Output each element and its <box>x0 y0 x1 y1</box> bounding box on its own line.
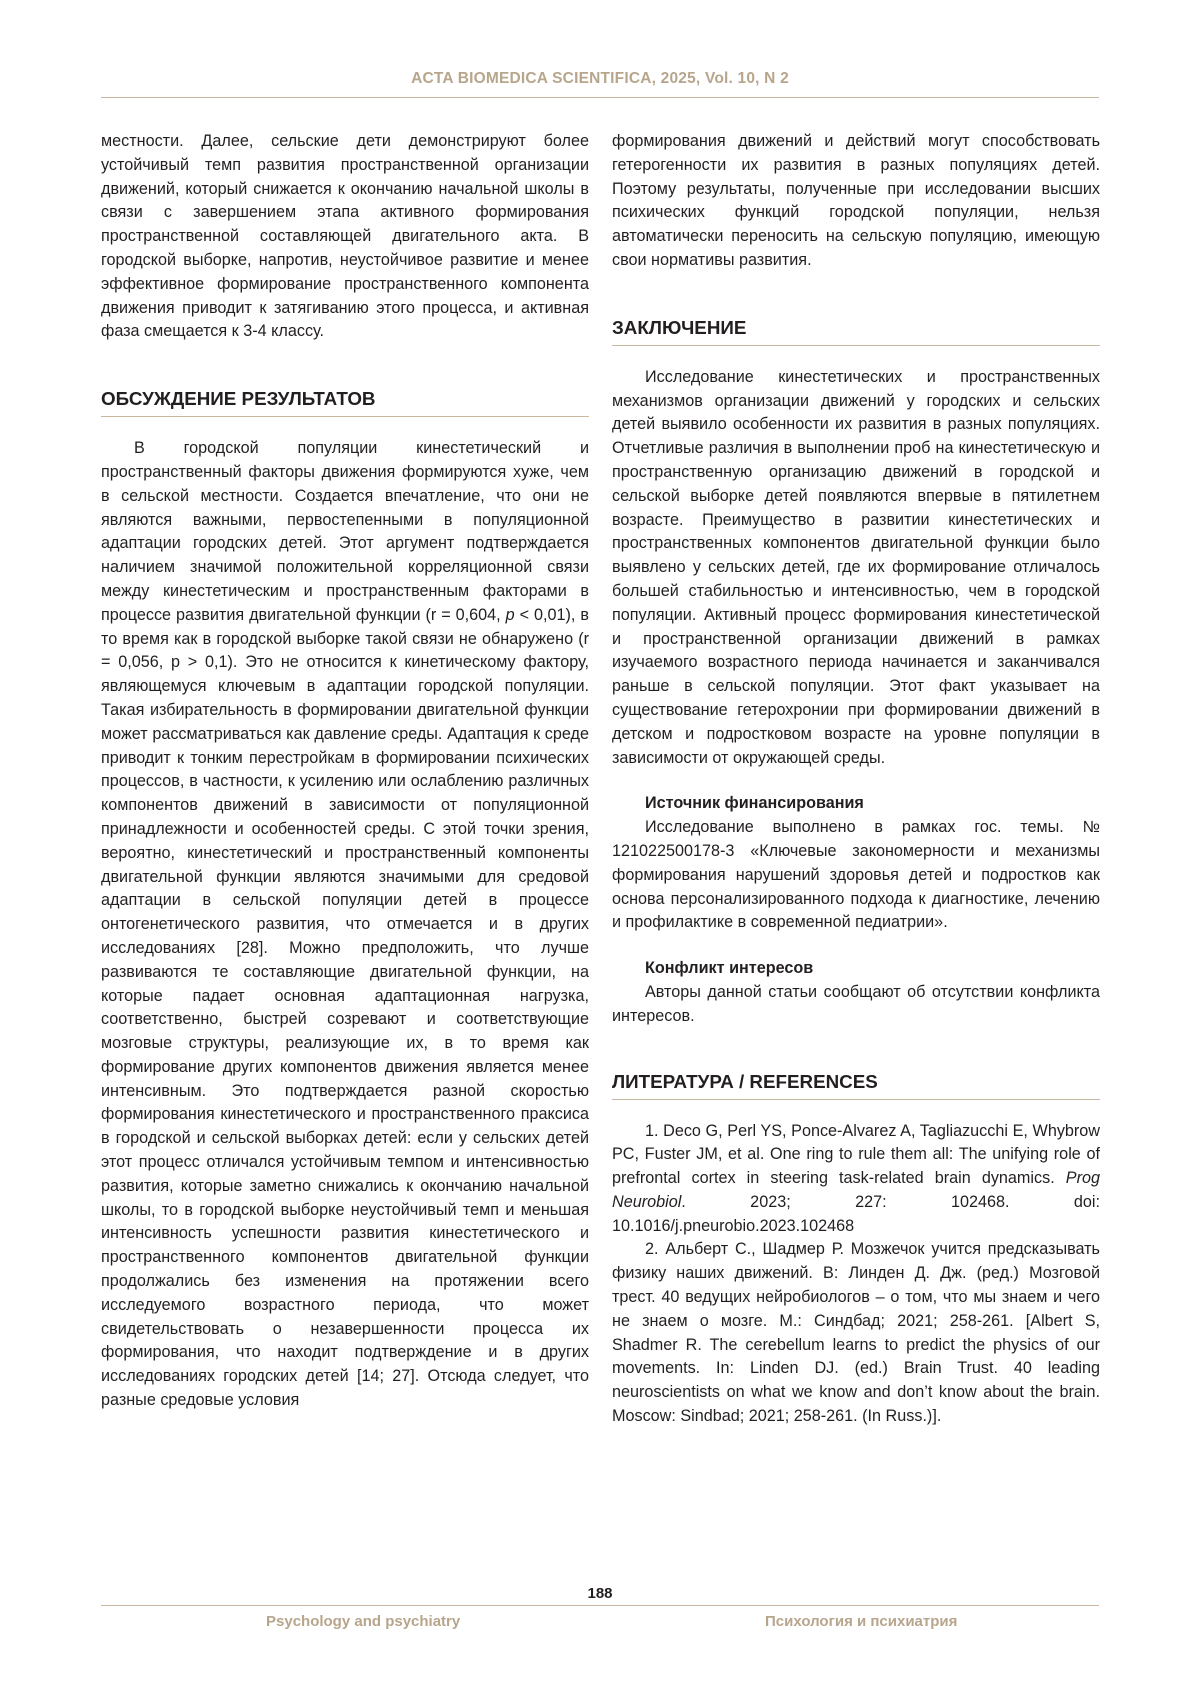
reference-item <box>612 1120 1100 1239</box>
ref1-tail: . 2023; 227: 102468. doi: 10.1016/j.pneurobio.2023.102468 <box>612 1192 1100 1235</box>
discussion-heading: ОБСУЖДЕНИЕ РЕЗУЛЬТАТОВ <box>101 386 589 417</box>
footer-section-ru: Психология и психиатрия <box>765 1613 958 1630</box>
page-number: 188 <box>587 1585 613 1602</box>
funding-paragraph: Исследование выполнено в рамках гос. темы. № 121022500178-3 «Ключевые закономерности и механизмы формирования нарушений здоровья детей и подростков как основа персонализированного подхода к диагностике, лечению и профилактике в современной педиатрии». <box>612 818 1100 932</box>
p-value-symbol: p <box>505 605 515 624</box>
conflict-heading: Конфликт интересов <box>645 959 814 978</box>
funding-heading: Источник финансирования <box>645 794 864 813</box>
references-heading: ЛИТЕРАТУРА / REFERENCES <box>612 1069 1100 1100</box>
conclusion-heading: ЗАКЛЮЧЕНИЕ <box>612 315 1100 346</box>
reference-item: 2. Альберт С., Шадмер Р. Мозжечок учится предсказывать физику наших движений. В: Линден Д. Дж. (ред.) Мозговой трест. 40 ведущих нейробиологов – о том, что мы знаем и чего не знаем о мозге. М.: Синдбад; 2021; 258-261. [Albert S, Shadmer R. The cerebellum learns to predict the physics of our movements. In: Linden DJ. (ed.) Brain Trust. 40 leading neuroscientists on what we know and don’t know about the brain. Moscow: Sindbad; 2021; 258-261. (In Russ.)]. <box>612 1240 1100 1426</box>
footer-section-en: Psychology and psychiatry <box>266 1613 461 1630</box>
ref1-text: 1. Deco G, Perl YS, Ponce-Alvarez A, Tagliazucchi E, Whybrow PC, Fuster JM, et al. One ring to rule them all: The unifying role of prefrontal cortex in steering task-related brain dynamics. <box>612 1121 1100 1188</box>
left-column <box>101 130 589 1413</box>
continuation-paragraph: формирования движений и действий могут способствовать гетерогенности их развития в разных популяциях детей. Поэтому результаты, полученные при исследовании высших психических функций городской популяции, нельзя автоматически переносить на сельскую популяцию, имеющую свои нормативы развития. <box>612 132 1100 269</box>
right-column <box>612 130 1100 1429</box>
discussion-paragraph <box>101 437 589 1413</box>
intro-paragraph: местности. Далее, сельские дети демонстрируют более устойчивый темп развития пространственной организации движений, который снижается к окончанию начальной школы в связи с завершением этапа активного формирования пространственной составляющей двигательного акта. В городской выборке, напротив, неустойчивое развитие и менее эффективное формирование пространственного компонента движения приводит к затягиванию этого процесса, и активная фаза смещается к 3-4 классу. <box>101 132 589 341</box>
conflict-paragraph: Авторы данной статьи сообщают об отсутствии конфликта интересов. <box>612 982 1100 1025</box>
header-divider <box>101 97 1099 98</box>
discussion-text-part2: < 0,01), в то время как в городской выборке такой связи не обнаружено (r = 0,056, p > 0,1). Это не относится к кинетическому фактору, являющемуся ключевым в адаптации городской популяции. Такая избирательность в формировании двигательной функции может рассматриваться как давление среды. Адаптация к среде приводит к тонким перестройкам в формировании психических процессов, в частности, к усилению или ослаблению различных компонентов движений в зависимости от популяционной принадлежности и особенностей среды. С этой точки зрения, вероятно, кинестетический и пространственный компоненты двигательной функции являются значимыми для средовой адаптации в сельской популяции детей в процессе онтогенетического развития, что отмечается и в других исследованиях [28]. Можно предположить, что лучше развиваются те составляющие двигательной функции, на которые падает основная адаптационная нагрузка, соответственно, быстрей созревают и соответствующие мозговые структуры, реализующие их, в то время как формирование других компонентов движения является менее интенсивным. Это подтверждается разной скоростью формирования кинестетического и пространственного праксиса в городской и сельской выборках детей: если у сельских детей этот процесс отличался устойчивым темпом и интенсивностью развития, которые заметно снижались к окончанию начальной школы, то в городской выборке неустойчивый темп и меньшая интенсивность успешности развития кинестетического и пространственного компонентов двигательной функции продолжались без изменения на протяжении всего исследуемого возрастного периода, что может свидетельствовать о незавершенности процесса их формирования, что находит подтверждение и в других исследованиях городских детей [14; 27]. Отсюда следует, что разные средовые условия <box>101 605 589 1410</box>
discussion-text-part1: В городской популяции кинестетический и пространственный факторы движения формируются хуже, чем в сельской местности. Создается впечатление, что они не являются важными, первостепенными в популяционной адаптации городских детей. Этот аргумент подтверждается наличием значимой положительной корреляционной связи между кинестетическим и пространственным факторами в процессе развития двигательной функции (r = 0,604, <box>101 439 589 624</box>
ref1-journal: Prog Neurobiol <box>612 1169 1100 1211</box>
journal-header: ACTA BIOMEDICA SCIENTIFICA, 2025, Vol. 10, N 2 <box>411 70 789 87</box>
conclusion-paragraph: Исследование кинестетических и пространственных механизмов организации движений у городских и сельских детей выявило особенности их развития в разных популяциях. Отчетливые различия в выполнении проб на кинестетическую и пространственную организацию движений в городской и сельской выборке детей появляются впервые в пятилетнем возрасте. Преимущество в развитии кинестетических и пространственных компонентов двигательной функции было выявлено у сельских детей, где их формирование отличалось большей стабильностью и интенсивностью, чем в городской популяции. Активный процесс формирования кинестетической и пространственной организации движений в рамках изучаемого возрастного периода начинается и заканчивался раньше в сельской популяции. Этот факт указывает на существование гетерохронии при формировании движений в детском и подростковом возрасте на уровне популяции в зависимости от окружающей среды. <box>612 367 1100 767</box>
footer-divider <box>101 1605 1099 1606</box>
